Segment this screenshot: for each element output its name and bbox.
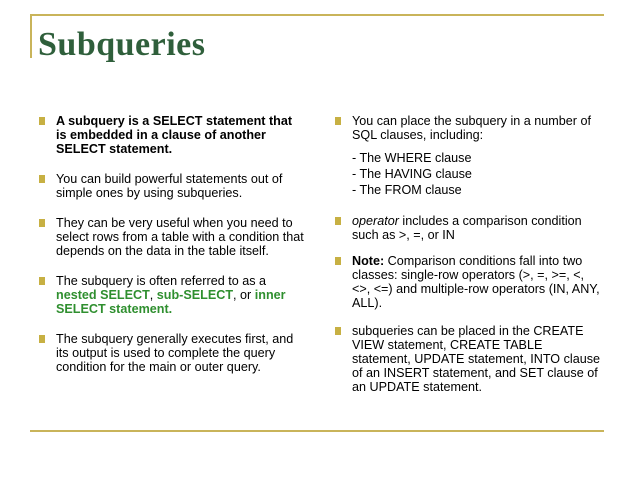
list-item — [34, 216, 306, 258]
left-accent-rule — [30, 14, 32, 58]
item-text: subqueries can be placed in the CREATE VIEW statement, CREATE TABLE statement, UPDATE statement, INTO clause of an INSERT statement, and SET clause of an UPDATE statement. — [352, 324, 601, 394]
clause-having: - The HAVING clause — [352, 167, 472, 181]
square-bullet-icon — [39, 175, 45, 183]
top-rule — [30, 14, 604, 16]
left-column — [34, 114, 306, 390]
item-text: You can build powerful statements out of simple ones by using subqueries. — [56, 172, 283, 200]
term-inner-select: inner SELECT statement. — [56, 288, 286, 316]
separator: , or — [233, 288, 255, 302]
list-item — [34, 332, 306, 374]
note-label: Note: — [352, 254, 385, 268]
item-text: The subquery generally executes first, and its output is used to complete the query condition for the main or outer query. — [56, 332, 294, 374]
clause-from: - The FROM clause — [352, 183, 462, 197]
square-bullet-icon — [39, 219, 45, 227]
term-nested-select: nested SELECT — [56, 288, 150, 302]
term-sub-select: sub-SELECT — [156, 288, 234, 302]
square-bullet-icon — [335, 257, 341, 265]
square-bullet-icon — [39, 335, 45, 343]
list-item — [34, 114, 306, 156]
list-item — [34, 172, 306, 200]
item-text: includes a comparison condition such as >, =, or IN — [352, 214, 582, 242]
item-text-prefix: The subquery is often referred to as a — [56, 274, 267, 288]
square-bullet-icon — [39, 277, 45, 285]
clause-where: - The WHERE clause — [352, 151, 472, 165]
square-bullet-icon — [39, 117, 45, 125]
list-item — [34, 274, 306, 316]
square-bullet-icon — [335, 117, 341, 125]
clause-list — [330, 150, 604, 198]
separator: , — [149, 288, 157, 302]
list-item — [330, 114, 604, 142]
bottom-rule — [30, 430, 604, 432]
item-text: They can be very useful when you need to select rows from a table with a condition that depends on the data in the table itself. — [56, 216, 304, 258]
item-text: A subquery is a SELECT statement that is embedded in a clause of another SELECT statement. — [56, 114, 293, 156]
slide-title: Subqueries — [38, 26, 206, 63]
list-item — [330, 254, 604, 310]
term-operator: operator — [352, 214, 399, 228]
right-column — [330, 114, 604, 410]
square-bullet-icon — [335, 217, 341, 225]
list-item — [330, 214, 604, 242]
item-text: You can place the subquery in a number of SQL clauses, including: — [352, 114, 591, 142]
item-text: Comparison conditions fall into two classes: single-row operators (>, =, >=, <, <>, <=) and multiple-row operators (IN, ANY, ALL). — [352, 254, 600, 310]
square-bullet-icon — [335, 327, 341, 335]
list-item — [330, 324, 604, 394]
